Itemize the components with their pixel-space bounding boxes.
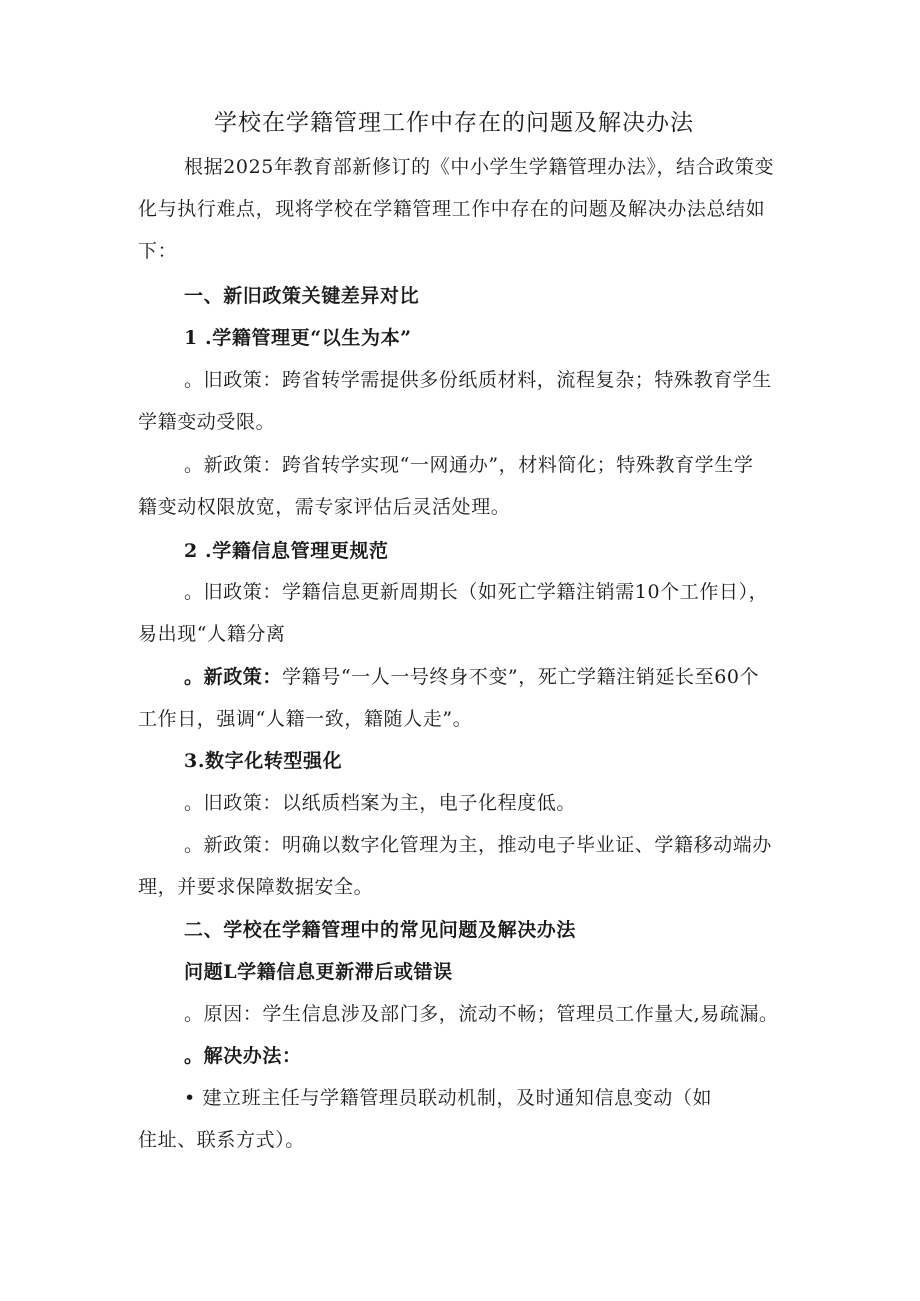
problem-1-cause: 。原因：学生信息涉及部门多，流动不畅；管理员工作量大,易疏漏。 — [184, 1003, 779, 1025]
problem-1-bullet-1-line-2: 住址、联系方式）。 — [138, 1129, 305, 1151]
item-1-old-policy-line-2: 学籍变动受限。 — [138, 411, 276, 433]
item-2-new-policy-line-1 — [184, 664, 759, 690]
new-policy-text: 学籍号“一人一号终身不变”，死亡学籍注销延长至60个 — [282, 666, 760, 688]
document-title: 学校在学籍管理工作中存在的问题及解决办法 — [214, 110, 694, 136]
intro-line-2: 化与执行难点，现将学校在学籍管理工作中存在的问题及解决办法总结如 — [138, 198, 766, 220]
new-policy-label: 。新政策： — [184, 666, 283, 688]
item-3-new-policy-line-2: 理，并要求保障数据安全。 — [138, 876, 374, 898]
problem-1-heading: 问题L学籍信息更新滞后或错误 — [184, 961, 453, 983]
section-1-heading: 一、新旧政策关键差异对比 — [184, 285, 420, 307]
item-2-old-policy-line-1: 。旧政策：学籍信息更新周期长（如死亡学籍注销需10个工作日）， — [184, 581, 769, 603]
item-3-heading: 3.数字化转型强化 — [184, 750, 343, 772]
item-1-heading: 1 .学籍管理更“以生为本” — [184, 327, 412, 349]
item-3-old-policy-line-1: 。旧政策：以纸质档案为主，电子化程度低。 — [184, 792, 577, 814]
intro-line-1: 根据2025年教育部新修订的《中小学生学籍管理办法》，结合政策变 — [184, 156, 775, 178]
problem-1-bullet-1-line-1: • 建立班主任与学籍管理员联动机制，及时通知信息变动（如 — [184, 1087, 713, 1109]
item-1-old-policy-line-1: 。旧政策：跨省转学需提供多份纸质材料，流程复杂；特殊教育学生 — [184, 369, 773, 391]
item-1-new-policy-line-1: 。新政策：跨省转学实现“一网通办”，材料简化；特殊教育学生学 — [184, 454, 754, 476]
item-2-old-policy-line-2: 易出现“人籍分离 — [138, 623, 286, 645]
item-2-heading: 2 .学籍信息管理更规范 — [184, 540, 389, 562]
intro-line-3: 下： — [138, 240, 178, 262]
problem-1-solution-label: 。解决办法： — [184, 1045, 302, 1067]
section-2-heading: 二、学校在学籍管理中的常见问题及解决办法 — [184, 919, 577, 941]
item-2-new-policy-line-2: 工作日，强调“人籍一致，籍随人走”。 — [138, 708, 473, 730]
item-3-new-policy-line-1: 。新政策：明确以数字化管理为主，推动电子毕业证、学籍移动端办 — [184, 834, 773, 856]
item-1-new-policy-line-2: 籍变动权限放宽，需专家评估后灵活处理。 — [138, 496, 511, 518]
